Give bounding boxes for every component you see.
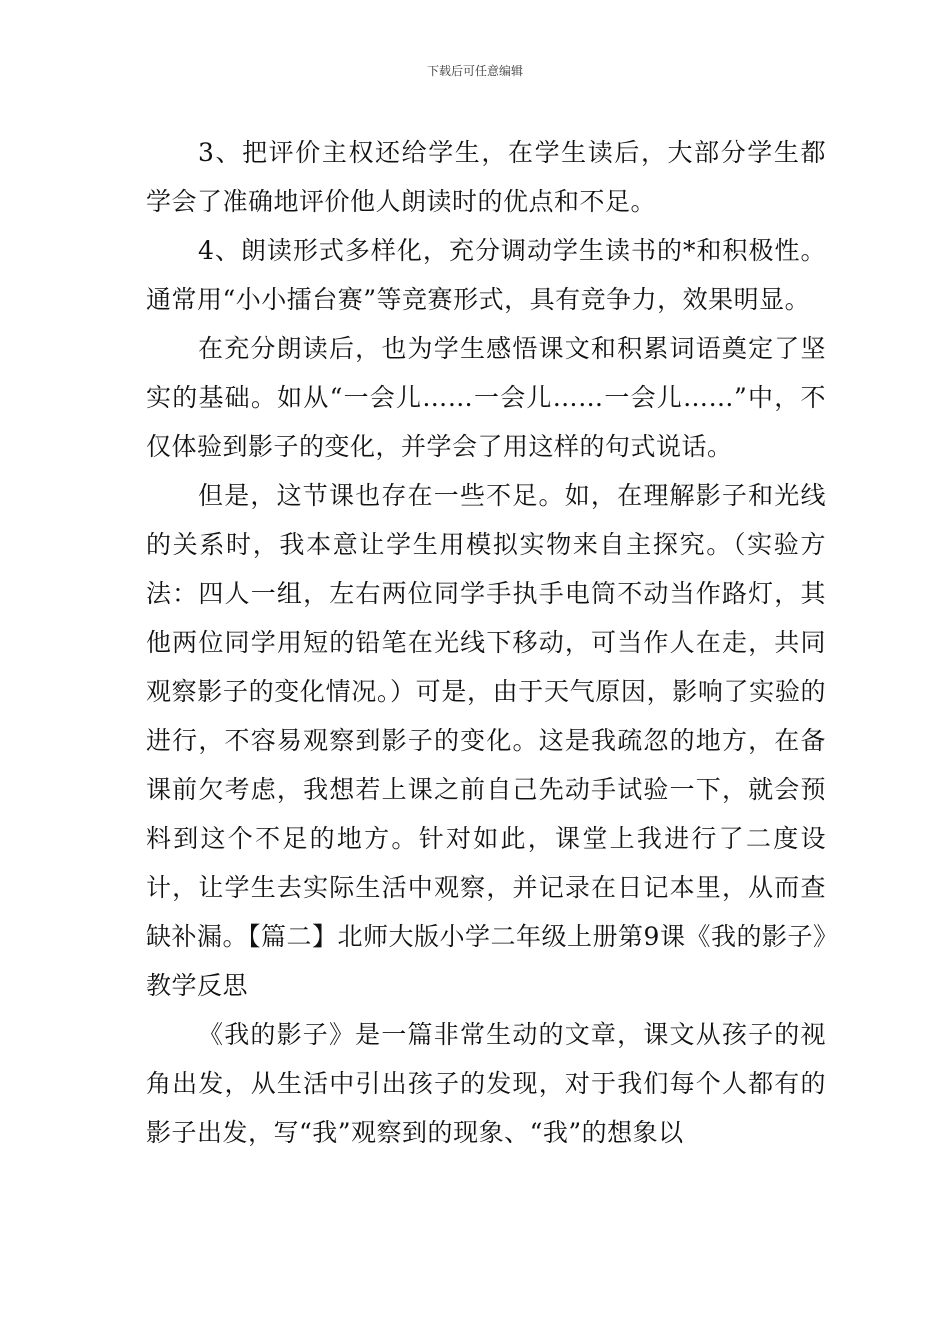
paragraph-evaluation: 3、把评价主权还给学生，在学生读后，大部分学生都学会了准确地评价他人朗读时的优点和不足。 (146, 138, 826, 216)
document-body (146, 128, 826, 1157)
paragraph-my-shadow-intro: 《我的影子》是一篇非常生动的文章，课文从孩子的视角出发，从生活中引出孩子的发现，对于我们每个人都有的影子出发，写“我”观察到的现象、“我”的想象以 (146, 1020, 826, 1147)
page-header: 下载后可任意编辑 (426, 64, 523, 78)
paragraph-shortcomings: 但是，这节课也存在一些不足。如，在理解影子和光线的关系时，我本意让学生用模拟实物来自主探究。（实验方法：四人一组，左右两位同学手执手电筒不动当作路灯，其他两位同学用短的铅笔在光线下移动，可当作人在走，共同观察影子的变化情况。）可是，由于天气原因，影响了实验的进行，不容易观察到影子的变化。这是我疏忽的地方，在备课前欠考虑，我想若上课之前自己先动手试验一下，就会预料到这个不足的地方。针对如此，课堂上我进行了二度设计，让学生去实际生活中观察，并记录在日记本里，从而查缺补漏。【篇二】北师大版小学二年级上册第9课《我的影子》教学反思 (146, 481, 826, 1000)
paragraph-foundation: 在充分朗读后，也为学生感悟课文和积累词语奠定了坚实的基础。如从“一会儿……一会儿……一会儿……”中，不仅体验到影子的变化，并学会了用这样的句式说话。 (146, 334, 826, 461)
paragraph-reading-forms: 4、朗读形式多样化，充分调动学生读书的*和积极性。通常用“小小擂台赛”等竞赛形式，具有竞争力，效果明显。 (146, 236, 826, 314)
